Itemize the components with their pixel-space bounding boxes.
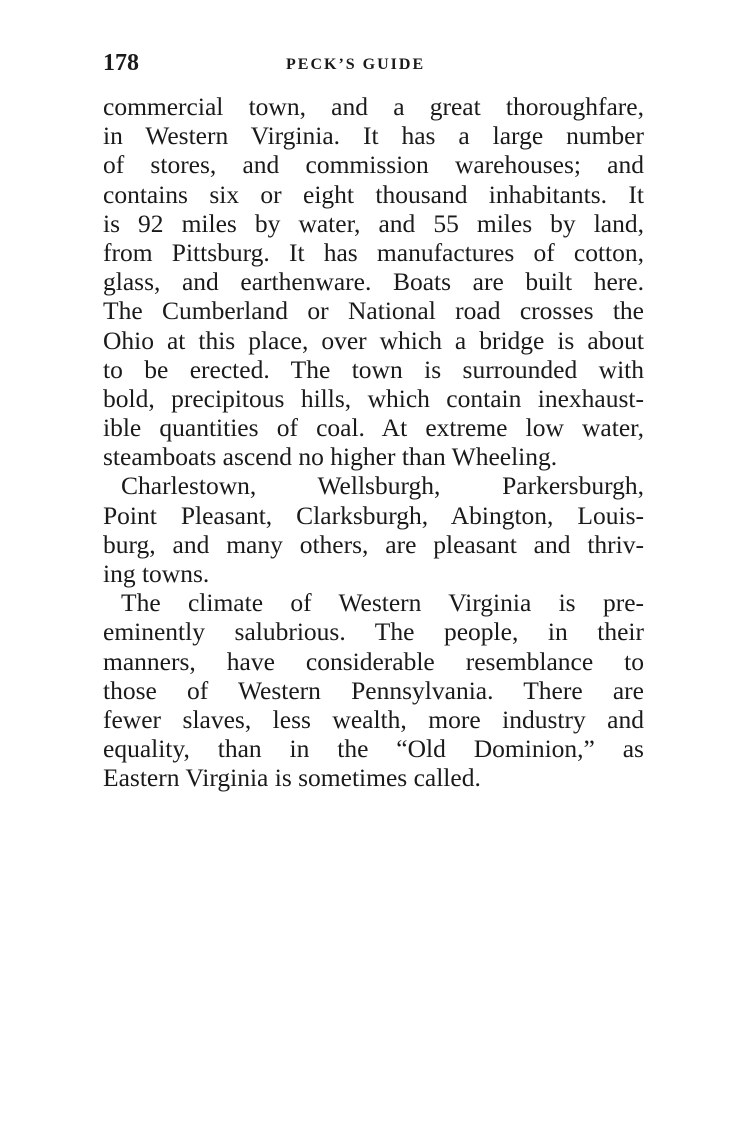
text-line: from Pittsburg. It has manufactures of cotton, [103, 237, 644, 267]
text-line: contains six or eight thousand inhabitants. It [103, 179, 644, 209]
text-line: The Cumberland or National road crosses the [103, 296, 644, 326]
text-line: ing towns. [103, 559, 210, 588]
page-body [103, 92, 644, 793]
text-line: Point Pleasant, Clarksburgh, Abington, Louis- [103, 500, 644, 530]
text-line: glass, and earthenware. Boats are built here. [103, 267, 644, 297]
text-line: of stores, and commission warehouses; and [103, 150, 644, 180]
text-line: to be erected. The town is surrounded with [103, 354, 644, 384]
text-line: bold, precipitous hills, which contain inexhaust- [103, 383, 644, 413]
text-line: steamboats ascend no higher than Wheeling. [103, 442, 558, 472]
text-line: those of Western Pennsylvania. There are [103, 675, 644, 705]
text-line: equality, than in the “Old Dominion,” as [103, 734, 644, 764]
text-line: is 92 miles by water, and 55 miles by land, [103, 208, 644, 238]
text-line: Ohio at this place, over which a bridge is about [103, 325, 644, 355]
running-head: PECK’S GUIDE [286, 56, 426, 73]
page-header [103, 50, 643, 80]
text-line: Charlestown, Wellsburgh, Parkersburgh, [121, 471, 644, 501]
text-line: The climate of Western Virginia is pre- [121, 588, 644, 618]
text-line: eminently salubrious. The people, in their [103, 617, 644, 647]
text-line: commercial town, and a great thoroughfare, [103, 92, 644, 121]
page-number: 178 [103, 50, 139, 76]
text-line: burg, and many others, are pleasant and thriv- [103, 529, 644, 559]
text-line: manners, have considerable resemblance to [103, 646, 644, 676]
text-line: ible quantities of coal. At extreme low water, [103, 413, 644, 443]
text-line: fewer slaves, less wealth, more industry and [103, 704, 644, 734]
text-line: in Western Virginia. It has a large number [103, 121, 644, 151]
text-line: Eastern Virginia is sometimes called. [103, 763, 481, 793]
